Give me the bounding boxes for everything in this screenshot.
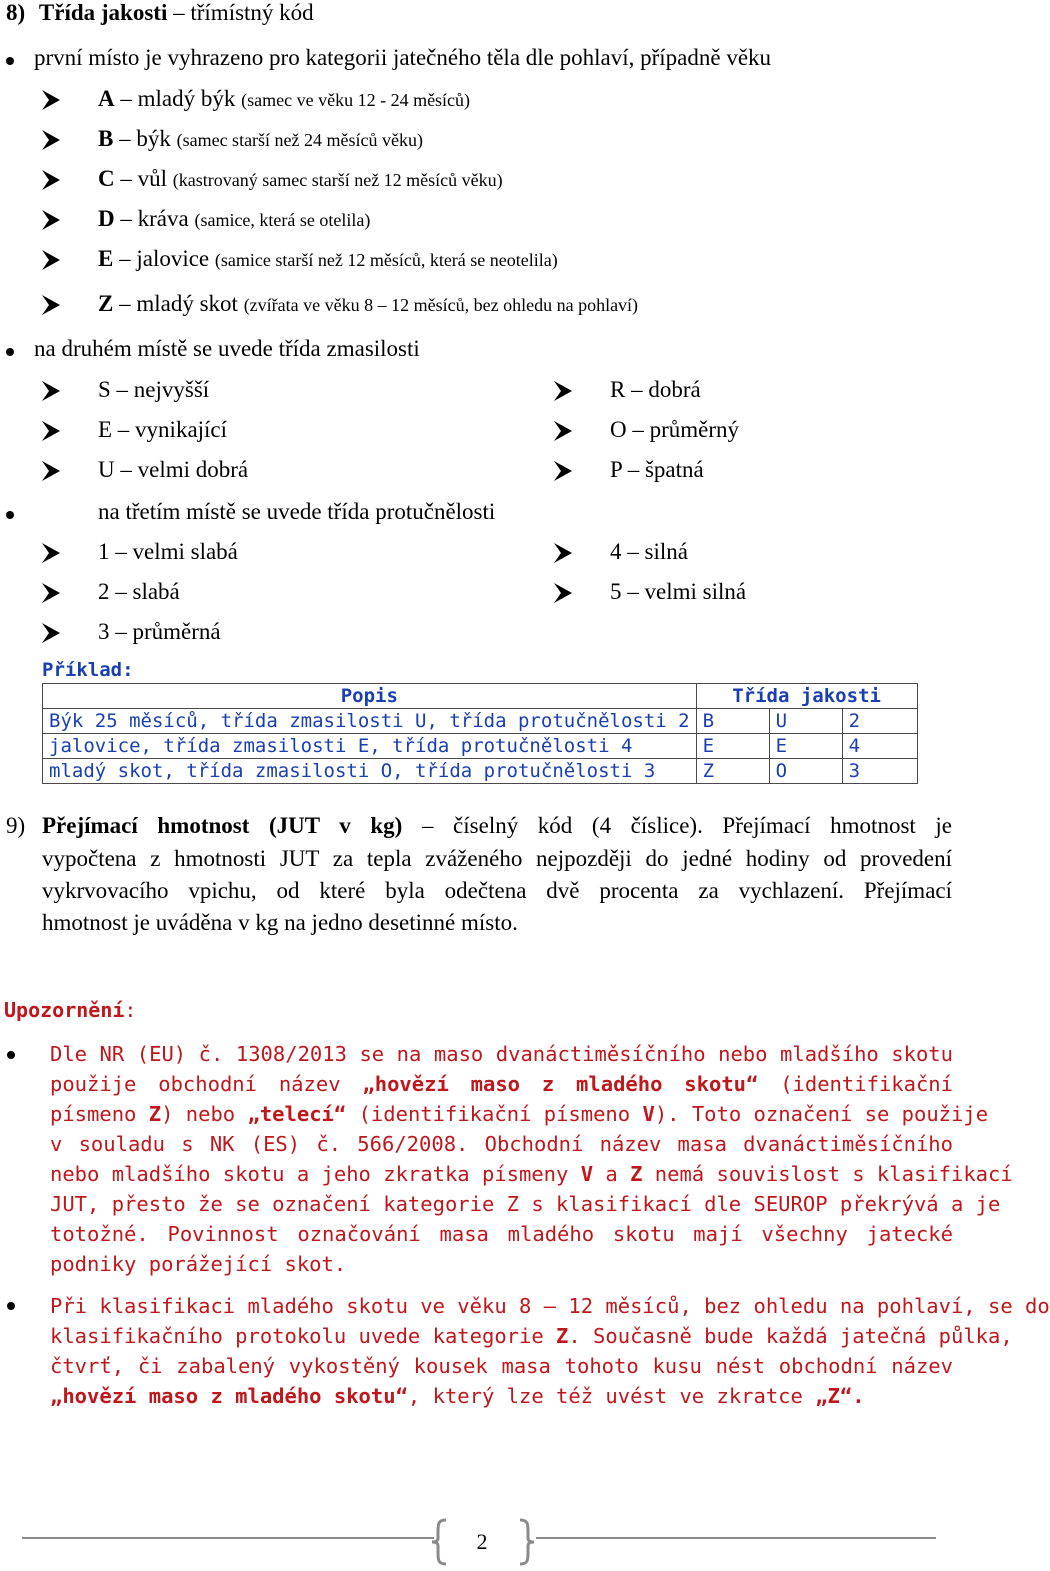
- category-name: – kráva: [120, 206, 189, 231]
- category-note: (kastrovaný samec starší než 12 měsíců věku): [172, 170, 503, 190]
- table-row: [43, 734, 918, 759]
- table-cell-description: Býk 25 měsíců, třída zmasilosti U, třída protučnělosti 2: [43, 709, 697, 734]
- category-code: Z: [98, 291, 114, 316]
- section8-subtitle: – třímístný kód: [173, 0, 314, 25]
- arrow-bullet-icon: [552, 542, 574, 564]
- table-cell-conformation: U: [769, 709, 842, 734]
- table-header-grade: Třída jakosti: [696, 684, 917, 709]
- right-brace-icon: [516, 1518, 536, 1566]
- page-number: 2: [476, 1529, 488, 1554]
- conformation-class: E – vynikající: [98, 417, 228, 442]
- bullet-icon: [7, 1302, 15, 1310]
- arrow-bullet-icon: [40, 169, 62, 191]
- arrow-bullet-icon: [40, 460, 62, 482]
- paragraph-line: v souladu s NK (ES) č. 566/2008. Obchodní název masa dvanáctiměsíčního: [50, 1132, 953, 1156]
- conformation-class: R – dobrá: [610, 377, 701, 402]
- table-cell-category: Z: [696, 759, 769, 784]
- bullet-text-categories: první místo je vyhrazeno pro kategorii jatečného těla dle pohlaví, případně věku: [34, 45, 772, 70]
- example-label: Příklad:: [42, 659, 134, 681]
- conformation-class: S – nejvyšší: [98, 377, 210, 402]
- warning-label: Upozornění: [4, 998, 125, 1022]
- paragraph-line: Dle NR (EU) č. 1308/2013 se na maso dvanáctiměsíčního nebo mladšího skotu: [50, 1042, 953, 1066]
- paragraph-line: totožné. Povinnost označování masa mladého skotu mají všechny jatecké: [50, 1222, 953, 1246]
- fat-class: 2 – slabá: [98, 579, 180, 604]
- category-code: A: [98, 86, 115, 111]
- category-note: (samec starší než 24 měsíců věku): [176, 130, 424, 150]
- bullet-icon: [6, 57, 14, 65]
- fat-class: 1 – velmi slabá: [98, 539, 238, 564]
- warning-heading: [4, 998, 136, 1022]
- arrow-bullet-icon: [552, 582, 574, 604]
- category-code: B: [98, 126, 114, 151]
- table-header-row: [43, 684, 918, 709]
- arrow-bullet-icon: [40, 622, 62, 644]
- table-cell-category: E: [696, 734, 769, 759]
- table-cell-category: B: [696, 709, 769, 734]
- fat-class: 3 – průměrná: [98, 619, 221, 644]
- table-cell-fat: 4: [842, 734, 917, 759]
- arrow-bullet-icon: [40, 129, 62, 151]
- section9-text: – číselný kód (4 číslice). Přejímací hmotnost je: [421, 813, 952, 838]
- arrow-bullet-icon: [40, 380, 62, 402]
- arrow-bullet-icon: [40, 249, 62, 271]
- bullet-text-conformation: na druhém místě se uvede třída zmasilosti: [34, 336, 420, 361]
- table-cell-fat: 3: [842, 759, 917, 784]
- fat-class: 5 – velmi silná: [610, 579, 747, 604]
- category-note: (samice starší než 12 měsíců, která se neotelila): [214, 250, 558, 270]
- section9-title: Přejímací hmotnost (JUT v kg): [42, 813, 403, 838]
- category-name: – mladý skot: [119, 291, 238, 316]
- arrow-bullet-icon: [40, 209, 62, 231]
- left-brace-icon: [430, 1518, 450, 1566]
- category-note: (zvířata ve věku 8 – 12 měsíců, bez ohledu na pohlaví): [243, 295, 639, 315]
- footer-rule-right: [536, 1537, 936, 1539]
- arrow-bullet-icon: [552, 380, 574, 402]
- arrow-bullet-icon: [40, 582, 62, 604]
- paragraph-line: Při klasifikaci mladého skotu ve věku 8 – 12 měsíců, bez ohledu na pohlaví, se do: [50, 1294, 1050, 1318]
- bullet-icon: [6, 511, 14, 519]
- warning-paragraph-2: [50, 1291, 1050, 1411]
- paragraph-line: písmeno Z) nebo „telecí“ (identifikační písmeno V). Toto označení se použije: [50, 1102, 989, 1126]
- warning-colon: :: [124, 998, 137, 1022]
- footer-rule-left: [22, 1537, 434, 1539]
- arrow-bullet-icon: [552, 460, 574, 482]
- category-name: – vůl: [120, 166, 168, 191]
- table-cell-fat: 2: [842, 709, 917, 734]
- conformation-class: O – průměrný: [610, 417, 740, 442]
- section9-first-line: [42, 813, 952, 839]
- paragraph-line: JUT, přesto že se označení kategorie Z s klasifikací dle SEUROP překrývá a je: [50, 1192, 1001, 1216]
- paragraph-line: hmotnost je uváděna v kg na jedno desetinné místo.: [42, 910, 518, 935]
- section8-number: 8): [6, 0, 26, 25]
- category-code: D: [98, 206, 115, 231]
- arrow-bullet-icon: [40, 294, 62, 316]
- table-header-description: Popis: [43, 684, 697, 709]
- category-code: E: [98, 246, 114, 271]
- bullet-text-fat: na třetím místě se uvede třída protučnělosti: [98, 499, 496, 524]
- table-cell-conformation: E: [769, 734, 842, 759]
- section9-paragraph: [42, 843, 952, 939]
- arrow-bullet-icon: [40, 420, 62, 442]
- bullet-icon: [7, 1051, 15, 1059]
- category-note: (samice, která se otelila): [194, 210, 371, 230]
- paragraph-line: vykrvovacího vpichu, od které byla odečtena dvě procenta za vychlazení. Přejímací: [42, 878, 952, 903]
- conformation-class: U – velmi dobrá: [98, 457, 249, 482]
- category-note: (samec ve věku 12 - 24 měsíců): [241, 90, 471, 110]
- category-name: – mladý býk: [120, 86, 236, 111]
- paragraph-line: podniky porážející skot.: [50, 1252, 347, 1276]
- paragraph-line: nebo mladšího skotu a jeho zkratka písmeny V a Z nemá souvislost s klasifikací: [50, 1162, 1013, 1186]
- category-name: – jalovice: [119, 246, 210, 271]
- category-name: – býk: [119, 126, 171, 151]
- category-code: C: [98, 166, 115, 191]
- section8-heading: [6, 0, 314, 26]
- table-cell-description: jalovice, třída zmasilosti E, třída protučnělosti 4: [43, 734, 697, 759]
- section9-number: 9): [6, 813, 26, 838]
- table-row: [43, 759, 918, 784]
- paragraph-line: „hovězí maso z mladého skotu“, který lze též uvést ve zkratce „Z“.: [50, 1384, 865, 1408]
- paragraph-line: čtvrť, či zabalený vykostěný kousek masa tohoto kusu nést obchodní název: [50, 1354, 953, 1378]
- paragraph-line: klasifikačního protokolu uvede kategorie Z. Současně bude každá jatečná půlka,: [50, 1324, 1013, 1348]
- table-cell-conformation: O: [769, 759, 842, 784]
- arrow-bullet-icon: [552, 420, 574, 442]
- table-cell-description: mladý skot, třída zmasilosti O, třída protučnělosti 3: [43, 759, 697, 784]
- arrow-bullet-icon: [40, 89, 62, 111]
- section8-title: Třída jakosti: [38, 0, 168, 25]
- paragraph-line: vypočtena z hmotnosti JUT za tepla zváženého nejpozději do jedné hodiny od provedení: [42, 846, 952, 871]
- fat-class: 4 – silná: [610, 539, 688, 564]
- conformation-class: P – špatná: [610, 457, 704, 482]
- paragraph-line: použije obchodní název „hovězí maso z mladého skotu“ (identifikační: [50, 1072, 953, 1096]
- example-table: [42, 683, 918, 784]
- bullet-icon: [6, 348, 14, 356]
- warning-paragraph-1: [50, 1039, 1013, 1279]
- table-row: [43, 709, 918, 734]
- arrow-bullet-icon: [40, 542, 62, 564]
